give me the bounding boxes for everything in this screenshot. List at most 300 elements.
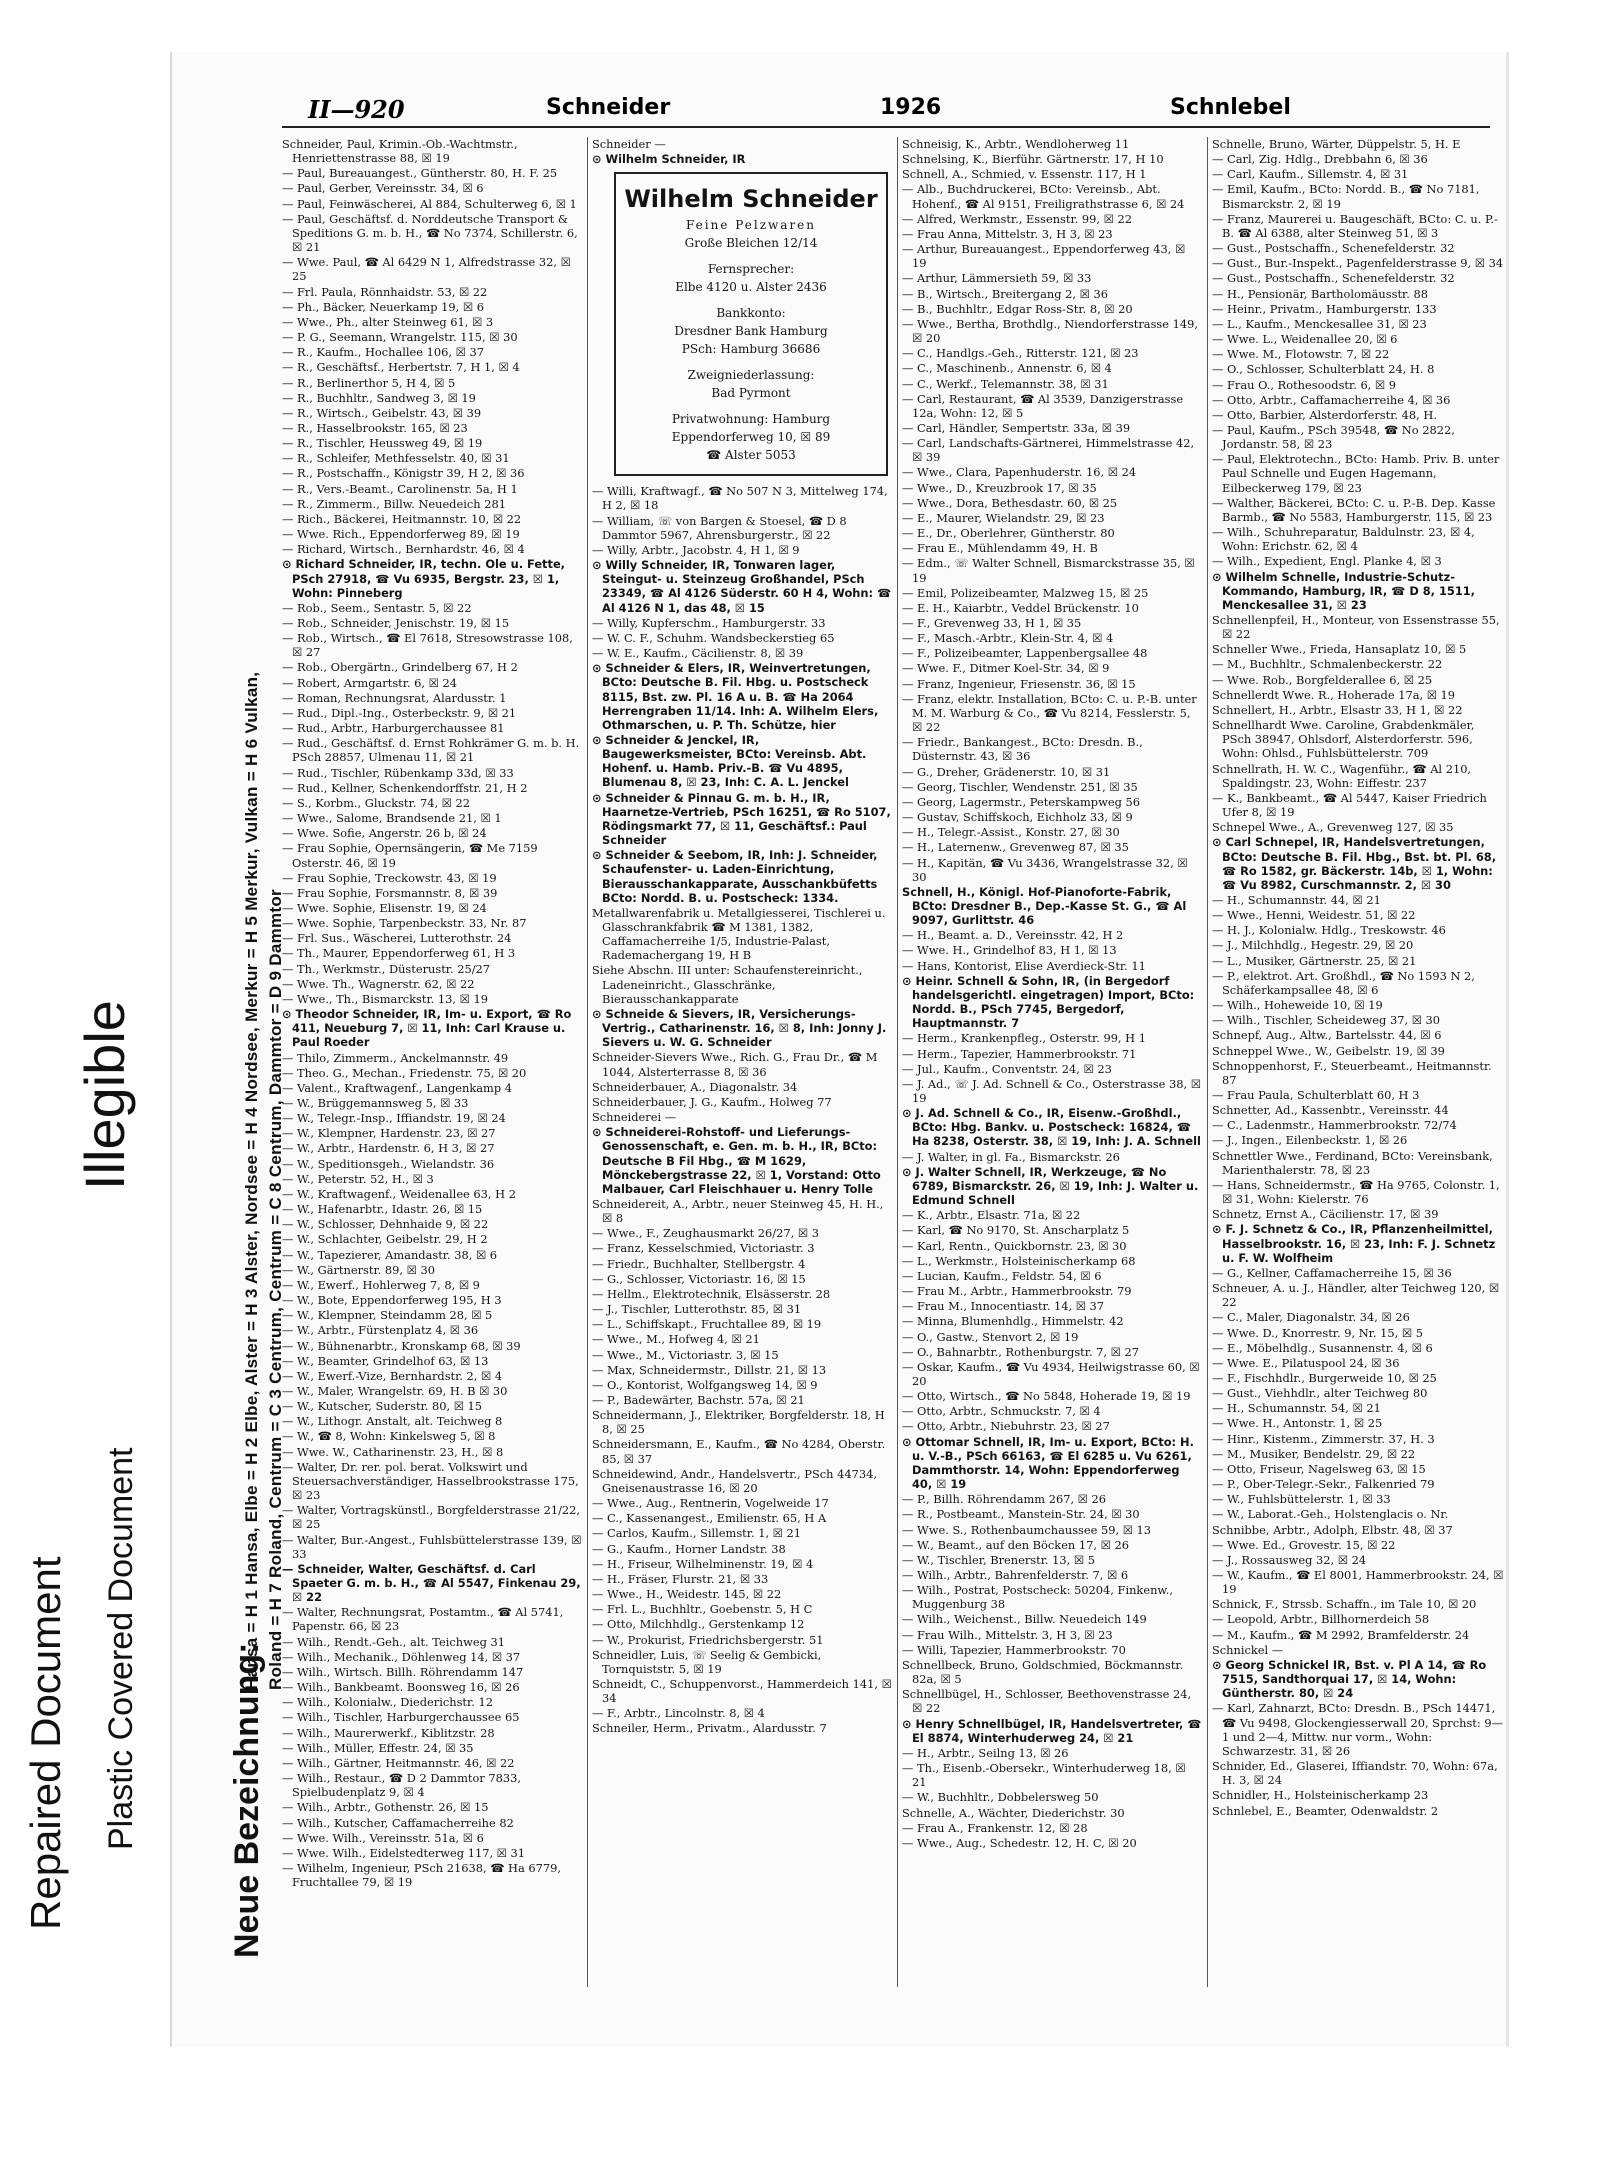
header-right-keyword: Schnlebel <box>1170 95 1291 120</box>
directory-entry: ⊙ Wilhelm Schnelle, Industrie-Schutz-Kommando, Hamburg, IR, ☎ D 8, 1511, Menckesallee 31, ☒ 23 <box>1212 569 1476 612</box>
directory-entry: — Otto, Wirtsch., ☎ No 5848, Hoherade 19, ☒ 19 <box>902 1389 1191 1404</box>
directory-entry: Schnellert, H., Arbtr., Elsastr 33, H 1, ☒ 22 <box>1212 702 1463 717</box>
directory-entry: Schneiler, Herm., Privatm., Alardusstr. 7 <box>592 1721 827 1736</box>
directory-entry: — W., Arbtr., Hardenstr. 6, H 3, ☒ 27 <box>282 1141 495 1156</box>
directory-entry: — Wilh., Kolonialw., Diederichstr. 12 <box>282 1695 493 1710</box>
directory-entry: Schnickel — <box>1212 1642 1284 1657</box>
directory-entry: — Paul, Geschäftsf. d. Norddeutsche Transport & Speditions G. m. b. H., ☎ No 7374, Schillerstr. 6, ☒ 21 <box>282 211 578 255</box>
directory-entry: — Wwe., Salome, Brandsende 21, ☒ 1 <box>282 811 502 826</box>
directory-entry: — Walther, Bäckerei, BCto: C. u. P.-B. Dep. Kasse Barmb., ☎ No 5583, Hamburgerstr. 115, ☒ 23 <box>1212 495 1496 524</box>
directory-entry: Schneller Wwe., Frieda, Hansaplatz 10, ☒ 5 <box>1212 642 1467 657</box>
directory-entry: — J., Tischler, Lutterothstr. 85, ☒ 31 <box>592 1302 802 1317</box>
directory-entry: — Paul, Bureauangest., Güntherstr. 80, H. F. 25 <box>282 166 558 181</box>
directory-entry: — H., Telegr.-Assist., Konstr. 27, ☒ 30 <box>902 825 1120 840</box>
directory-entry: Schneidersmann, E., Kaufm., ☎ No 4284, Oberstr. 85, ☒ 37 <box>592 1437 886 1466</box>
directory-entry: Schnepel Wwe., A., Grevenweg 127, ☒ 35 <box>1212 820 1454 835</box>
ad-home-label: Privatwohnung: Hamburg <box>671 412 831 427</box>
directory-entry: — O., Bahnarbtr., Rothenburgstr. 7, ☒ 27 <box>902 1344 1139 1359</box>
directory-entry: — Wwe., Bertha, Brothdlg., Niendorferstrasse 149, ☒ 20 <box>902 316 1199 346</box>
directory-entry: — W., Laborat.-Geh., Holstenglacis o. Nr. <box>1212 1507 1449 1522</box>
directory-entry: — Wilh., Mechanik., Döhlenweg 14, ☒ 37 <box>282 1649 521 1664</box>
ad-branch-label: Zweigniederlassung: <box>687 368 815 383</box>
directory-entry: — Franz, elektr. Installation, BCto: C. u. P.-B. unter M. M. Warburg & Co., ☎ Vu 8214, Fesslerstr. 5, ☒ 22 <box>902 691 1197 735</box>
directory-entry: — Frl. Sus., Wäscherei, Lutterothstr. 24 <box>282 931 512 946</box>
directory-entry: ⊙ Richard Schneider, IR, techn. Ole u. Fette, PSch 27918, ☎ Vu 6935, Bergstr. 23, ☒ 1, Wohn: Pinneberg <box>282 557 566 600</box>
directory-entry: ⊙ Willy Schneider, IR, Tonwaren lager, Steingut- u. Steinzeug Großhandel, PSch 23349, ☎ Al 4126 Süderstr. 60 H 4, Wohn: ☎ Al 4126 N 1, das 48, ☒ 15 <box>592 558 892 615</box>
directory-entry: — C., Maler, Diagonalstr. 34, ☒ 26 <box>1212 1310 1410 1325</box>
directory-entry: — H., Friseur, Wilhelminenstr. 19, ☒ 4 <box>592 1556 814 1571</box>
directory-entry: — Walter, Bur.-Angest., Fuhlsbüttelerstrasse 139, ☒ 33 <box>282 1532 582 1561</box>
directory-entry: — Emil, Kaufm., BCto: Nordd. B., ☎ No 7181, Bismarckstr. 2, ☒ 19 <box>1212 182 1480 211</box>
column-4 <box>1212 137 1505 1987</box>
directory-entry: — Rob., Seem., Sentastr. 5, ☒ 22 <box>282 600 472 615</box>
header-left-keyword: Schneider <box>546 95 671 120</box>
ad-subtitle: Feine Pelzwaren <box>685 218 817 233</box>
directory-entry: — Willi, Tapezier, Hammerbrookstr. 70 <box>902 1642 1126 1657</box>
directory-entry: — Theo. G., Mechan., Friedenstr. 75, ☒ 20 <box>282 1065 527 1080</box>
directory-entry: — Wilh., Arbtr., Bahrenfelderstr. 7, ☒ 6 <box>902 1568 1129 1582</box>
directory-entry: — W., Maler, Wrangelstr. 69, H. B ☒ 30 <box>282 1383 508 1398</box>
column-3 <box>902 137 1202 1987</box>
ad-branch: Bad Pyrmont <box>711 386 791 401</box>
directory-entry: — Carl, Zig. Hdlg., Drebbahn 6, ☒ 36 <box>1212 152 1428 167</box>
directory-entry: — C., Ladenmstr., Hammerbrookstr. 72/74 <box>1212 1118 1457 1133</box>
directory-entry: — R., Zimmerm., Billw. Neuedeich 281 <box>282 496 506 511</box>
directory-entry: — H., Arbtr., Seilng 13, ☒ 26 <box>902 1745 1069 1760</box>
directory-entry: — Emil, Polizeibeamter, Malzweg 15, ☒ 25 <box>902 585 1149 600</box>
directory-entry: — L., Musiker, Gärtnerstr. 25, ☒ 21 <box>1212 953 1417 968</box>
directory-entry: — Frau O., Rothesoodstr. 6, ☒ 9 <box>1212 377 1397 392</box>
directory-entry: — Rud., Kellner, Schenkendorffstr. 21, H 2 <box>282 780 528 795</box>
column-divider <box>587 137 588 1987</box>
directory-entry: — Roman, Rechnungsrat, Alardusstr. 1 <box>282 690 507 705</box>
directory-entry: ⊙ Carl Schnepel, IR, Handelsvertretungen, BCto: Deutsche B. Fil. Hbg., Bst. bt. Pl. 68, ☎ Ro 1582, gr. Bäckerstr. 14b, ☒ 1, Wohn: ☎ Vu 8982, Curschmannstr. 2, ☒ 30 <box>1212 835 1497 892</box>
directory-entry: — Wwe. Wilh., Eidelstedterweg 117, ☒ 31 <box>282 1845 526 1860</box>
directory-entry: Schneider, Paul, Krimin.-Ob.-Wachtmstr., Henriettenstrasse 88, ☒ 19 <box>282 137 518 166</box>
directory-entry: — Willi, Kraftwagf., ☎ No 507 N 3, Mittelweg 174, H 2, ☒ 18 <box>592 484 888 513</box>
directory-entry: — Wilhelm, Ingenieur, PSch 21638, ☎ Ha 6779, Fruchtallee 79, ☒ 19 <box>282 1860 561 1890</box>
directory-entry: — S., Korbm., Gluckstr. 74, ☒ 22 <box>282 795 471 810</box>
directory-entry: — Wwe. Rich., Eppendorferweg 89, ☒ 19 <box>282 527 520 542</box>
directory-entry: — P., Ober-Telegr.-Sekr., Falkenried 79 <box>1212 1477 1435 1492</box>
directory-entry: — W., Arbtr., Fürstenplatz 4, ☒ 36 <box>282 1323 479 1338</box>
directory-entry: — Wwe., Dora, Bethesdastr. 60, ☒ 25 <box>902 495 1118 510</box>
directory-entry: — Frl. Paula, Rönnhaidstr. 53, ☒ 22 <box>282 284 488 299</box>
directory-entry: Schnidler, H., Holsteinischerkamp 23 <box>1212 1788 1429 1803</box>
directory-entry: — Schneider, Walter, Geschäftsf. d. Carl Spaeter G. m. b. H., ☎ Al 5547, Finkenau 29, ☒ 22 <box>282 1561 581 1605</box>
directory-entry: — Wwe. Paul, ☎ Al 6429 N 1, Alfredstrasse 32, ☒ 25 <box>282 255 571 284</box>
directory-entry: — Walter, Dr. rer. pol. berat. Volkswirt und Steuersachverständiger, Hasselbrookstrasse 175, ☒ 23 <box>282 1459 579 1503</box>
directory-entry: — Frl. L., Buchhltr., Goebenstr. 5, H C <box>592 1602 813 1617</box>
header-year: 1926 <box>880 95 942 120</box>
directory-entry: Schnetter, Ad., Kassenbtr., Vereinsstr. 44 <box>1212 1103 1449 1118</box>
directory-entry: — Herm., Krankenpfleg., Osterstr. 99, H 1 <box>902 1031 1146 1046</box>
directory-entry: — William, ☏ von Bargen & Stoesel, ☎ D 8 Dammtor 5967, Ahrensburgerstr., ☒ 22 <box>592 513 847 542</box>
directory-entry: — Hellm., Elektrotechnik, Elsässerstr. 28 <box>592 1286 831 1301</box>
directory-entry: — O., Gastw., Stenvort 2, ☒ 19 <box>902 1329 1079 1344</box>
directory-entry: — B., Buchhltr., Edgar Ross-Str. 8, ☒ 20 <box>902 301 1133 316</box>
directory-entry: — R., Berlinerthor 5, H 4, ☒ 5 <box>282 375 456 390</box>
directory-entry: — K., Bankbeamt., ☎ Al 5447, Kaiser Friedrich Ufer 8, ☒ 19 <box>1212 790 1487 820</box>
directory-entry: Schneiderbauer, J. G., Kaufm., Holweg 77 <box>592 1094 832 1109</box>
directory-entry: ⊙ Schneider & Jenckel, IR, Baugewerksmeister, BCto: Vereinsb. Abt. Hohenf. u. Hamb. Priv.-B. ☎ Vu 4895, Blumenau 8, ☒ 23, Inh: C. A. L. Jenckel <box>592 732 867 790</box>
directory-entry: — H. J., Kolonialw. Hdlg., Treskowstr. 46 <box>1212 923 1446 938</box>
directory-entry: — Heinr., Privatm., Hamburgerstr. 133 <box>1212 301 1437 316</box>
directory-entry: Schnellbügel, H., Schlosser, Beethovenstrasse 24, ☒ 22 <box>902 1687 1192 1716</box>
directory-entry: — Rob., Schneider, Jenischstr. 19, ☒ 15 <box>282 616 510 630</box>
directory-entry: — F., Polizeibeamter, Lappenbergsallee 48 <box>902 646 1148 661</box>
directory-entry: — W., Ewerf., Hohlerweg 7, 8, ☒ 9 <box>282 1277 480 1292</box>
directory-entry: ⊙ J. Ad. Schnell & Co., IR, Eisenw.-Großhdl., BCto: Hbg. Bankv. u. Postscheck: 16824, ☎ Ha 8238, Osterstr. 38, ☒ 19, Inh: J. A. Schnell <box>902 1106 1201 1149</box>
directory-entry: — Lucian, Kaufm., Feldstr. 54, ☒ 6 <box>902 1268 1102 1283</box>
directory-entry: — E. H., Kaiarbtr., Veddel Brückenstr. 10 <box>902 600 1139 615</box>
directory-entry: — Wilh., Hoheweide 10, ☒ 19 <box>1212 998 1383 1013</box>
directory-entry: — W., Bote, Eppendorferweg 195, H 3 <box>282 1293 502 1308</box>
directory-entry: ⊙ Theodor Schneider, IR, Im- u. Export, ☎ Ro 411, Neueburg 7, ☒ 11, Inh: Carl Krause u. Paul Roeder <box>282 1007 572 1050</box>
exchange-codes-line-1: Hansa = H 1 Hansa, Elbe = H 2 Elbe, Alster = H 3 Alster, Nordsee = H 4 Nordsee, Merkur = H 5 Merkur, Vulkan = H 6 Vulkan, <box>242 671 261 1690</box>
directory-entry: — Th., Werkmstr., Düsterustr. 25/27 <box>282 961 491 976</box>
advertisement-box <box>614 172 888 476</box>
directory-entry: — R., Kaufm., Hochallee 106, ☒ 37 <box>282 345 484 360</box>
directory-entry: — Leopold, Arbtr., Billhornerdeich 58 <box>1212 1612 1430 1627</box>
directory-entry: — Gust., Postschaffn., Schenefelderstr. 32 <box>1212 241 1455 256</box>
directory-entry: — Wwe. H., Antonstr. 1, ☒ 25 <box>1212 1416 1383 1431</box>
directory-entry: — W. C. F., Schuhm. Wandsbeckerstieg 65 <box>592 630 835 645</box>
directory-entry: — C., Maschinenb., Annenstr. 6, ☒ 4 <box>902 361 1112 376</box>
plastic-covered-label: Plastic Covered Document <box>102 1447 140 1850</box>
directory-entry: — Wwe., D., Kreuzbrook 17, ☒ 35 <box>902 480 1097 495</box>
directory-entry: — W., Buchhltr., Dobbelersweg 50 <box>902 1790 1099 1805</box>
directory-entry: — Frau Wilh., Mittelstr. 3, H 3, ☒ 23 <box>902 1627 1113 1642</box>
directory-entry: ⊙ Ottomar Schnell, IR, Im- u. Export, BCto: H. u. V.-B., PSch 66163, ☎ El 6285 u. Vu 6261, Dammthorstr. 14, Wohn: Eppendorferweg 40, ☒ 19 <box>902 1434 1194 1492</box>
directory-entry: — Minna, Blumenhdlg., Himmelstr. 42 <box>902 1314 1124 1329</box>
directory-entry: Schneidler, Luis, ☏ Seelig & Gembicki, Tornquiststr. 5, ☒ 19 <box>592 1647 822 1676</box>
directory-entry: — Otto, Arbtr., Schmuckstr. 7, ☒ 4 <box>902 1404 1101 1419</box>
directory-entry: — W., Speditionsgeh., Wielandstr. 36 <box>282 1156 495 1171</box>
directory-entry: — J., Ingen., Eilenbeckstr. 1, ☒ 26 <box>1212 1133 1408 1148</box>
directory-entry: — W., Ewerf.-Vize, Bernhardstr. 2, ☒ 4 <box>282 1368 503 1383</box>
directory-entry: — Rob., Wirtsch., ☎ El 7618, Stresowstrasse 108, ☒ 27 <box>282 631 573 660</box>
directory-entry: — W. E., Kaufm., Cäcilienstr. 8, ☒ 39 <box>592 646 804 661</box>
directory-entry: — Alb., Buchdruckerei, BCto: Vereinsb., Abt. Hohenf., ☎ Al 9151, Freiligrathstrasse 6, ☒ 24 <box>902 182 1185 211</box>
directory-entry: — J., Rossausweg 32, ☒ 24 <box>1212 1552 1367 1567</box>
directory-entry: — Karl, ☎ No 9170, St. Anscharplatz 5 <box>902 1223 1130 1238</box>
ad-phone: Elbe 4120 u. Alster 2436 <box>675 280 827 295</box>
ad-phone-label: Fernsprecher: <box>707 262 795 277</box>
directory-entry: Schnlebel, E., Beamter, Odenwaldstr. 2 <box>1212 1803 1439 1818</box>
directory-entry: — Wilh., Expedient, Engl. Planke 4, ☒ 3 <box>1212 554 1442 569</box>
directory-entry: — Herm., Tapezier, Hammerbrookstr. 71 <box>902 1046 1137 1061</box>
directory-entry: — R., Schleifer, Methfesselstr. 40, ☒ 31 <box>282 451 510 466</box>
directory-entry: — Wilh., Arbtr., Gothenstr. 26, ☒ 15 <box>282 1800 489 1815</box>
directory-entry: — Otto, Friseur, Nagelsweg 63, ☒ 15 <box>1212 1461 1426 1476</box>
directory-entry: — Rob., Obergärtn., Grindelberg 67, H 2 <box>282 660 518 675</box>
directory-entry: — Otto, Milchhdlg., Gerstenkamp 12 <box>592 1617 805 1632</box>
column-1 <box>282 137 582 1987</box>
directory-entry: Schnellerdt Wwe. R., Hoherade 17a, ☒ 19 <box>1212 687 1456 702</box>
directory-entry: — W., Kutscher, Suderstr. 80, ☒ 15 <box>282 1399 483 1414</box>
directory-entry: — P., Badewärter, Bachstr. 57a, ☒ 21 <box>592 1393 805 1407</box>
directory-entry: — Wwe. Th., Wagnerstr. 62, ☒ 22 <box>282 976 475 991</box>
directory-entry: — Rud., Arbtr., Harburgerchaussee 81 <box>282 721 505 736</box>
directory-entry: — W., Telegr.-Insp., Iffiandstr. 19, ☒ 24 <box>282 1111 506 1126</box>
directory-entry: Schnellrath, H. W. C., Wagenführ., ☎ Al 210, Spaldingstr. 23, Wohn: Eiffestr. 237 <box>1212 761 1472 790</box>
ad-home-phone: ☎ Alster 5053 <box>706 448 796 463</box>
directory-entry: — G., Dreher, Grädenerstr. 10, ☒ 31 <box>902 764 1111 779</box>
directory-entry: — Frau Paula, Schulterblatt 60, H 3 <box>1212 1088 1420 1102</box>
directory-entry: — Max, Schneidermstr., Dillstr. 21, ☒ 13 <box>592 1362 827 1377</box>
directory-entry: — Wilh., Postrat, Postscheck: 50204, Finkenw., Muggenburg 38 <box>902 1583 1174 1612</box>
directory-entry: Schneisig, K., Arbtr., Wendloherweg 11 <box>902 137 1130 151</box>
directory-entry: — Wwe. L., Weidenallee 20, ☒ 6 <box>1212 332 1398 347</box>
directory-entry: — Richard, Wirtsch., Bernhardstr. 46, ☒ 4 <box>282 542 525 557</box>
directory-entry: — W., Brüggemannsweg 5, ☒ 33 <box>282 1096 469 1110</box>
directory-entry: — Paul, Elektrotechn., BCto: Hamb. Priv. B. unter Paul Schnelle und Eugen Hagemann, Eilbeckerweg 179, ☒ 23 <box>1212 452 1500 495</box>
directory-entry: Schnepf, Aug., Altw., Bartelsstr. 44, ☒ 6 <box>1212 1028 1442 1043</box>
directory-entry: — Otto, Arbtr., Caffamacherreihe 4, ☒ 36 <box>1212 392 1451 407</box>
directory-entry: — Robert, Armgartstr. 6, ☒ 24 <box>282 675 457 690</box>
directory-entry: — F., Masch.-Arbtr., Klein-Str. 4, ☒ 4 <box>902 631 1114 646</box>
directory-entry: — Gust., Bur.-Inspekt., Pagenfelderstrasse 9, ☒ 34 <box>1212 256 1504 271</box>
directory-entry: — Wilh., Müller, Effestr. 24, ☒ 35 <box>282 1740 474 1755</box>
directory-entry: ⊙ Georg Schnickel IR, Bst. v. Pl A 14, ☎ Ro 7515, Sandthorquai 17, ☒ 14, Wohn: Güntherstr. 80, ☒ 24 <box>1212 1657 1487 1701</box>
directory-entry: — Arthur, Bureauangest., Eppendorferweg 43, ☒ 19 <box>902 242 1186 271</box>
directory-entry: — R., Buchhltr., Sandweg 3, ☒ 19 <box>282 390 476 405</box>
directory-entry: — Wwe., M., Victoriastr. 3, ☒ 15 <box>592 1347 779 1362</box>
directory-entry: — Wwe. F., Ditmer Koel-Str. 34, ☒ 9 <box>902 661 1110 676</box>
directory-entry: — Willy, Kupferschm., Hamburgerstr. 33 <box>592 615 826 630</box>
directory-entry: ⊙ Heinr. Schnell & Sohn, IR, (in Bergedorf handelsgerichtl. eingetragen) Import, BCto: Nordd. B., PSch 7745, Bergedorf, Hauptmannstr. 7 <box>902 973 1195 1031</box>
directory-entry: — Wwe. Sofie, Angerstr. 26 b, ☒ 24 <box>282 826 487 841</box>
directory-entry: — Wwe. Rob., Borgfelderallee 6, ☒ 25 <box>1212 672 1433 687</box>
directory-entry: — J. Ad., ☏ J. Ad. Schnell & Co., Osterstrasse 38, ☒ 19 <box>902 1076 1201 1105</box>
directory-entry: — Wilh., Rendt.-Geh., alt. Teichweg 31 <box>282 1634 505 1649</box>
directory-entry: — F., Fischhdlr., Burgerweide 10, ☒ 25 <box>1212 1370 1437 1385</box>
directory-entry: — H., Schumannstr. 44, ☒ 21 <box>1212 892 1381 907</box>
directory-entry: — P. G., Seemann, Wrangelstr. 115, ☒ 30 <box>282 330 518 345</box>
directory-entry: — W., Fuhlsbüttelerstr. 1, ☒ 33 <box>1212 1492 1391 1507</box>
directory-entry: — Wwe. Wilh., Vereinsstr. 51a, ☒ 6 <box>282 1830 484 1845</box>
directory-entry: — J. Walter, in gl. Fa., Bismarckstr. 26 <box>902 1149 1120 1164</box>
directory-entry: — Carl, Restaurant, ☎ Al 3539, Danzigerstrasse 12a, Wohn: 12, ☒ 5 <box>902 391 1184 420</box>
directory-entry: Schneider — <box>592 137 666 151</box>
directory-entry: Schnibbe, Arbtr., Adolph, Elbstr. 48, ☒ 37 <box>1212 1522 1453 1537</box>
directory-entry: — J., Milchhdlg., Hegestr. 29, ☒ 20 <box>1212 938 1414 953</box>
directory-entry: — W., Hafenarbtr., Idastr. 26, ☒ 15 <box>282 1202 483 1217</box>
directory-entry: — E., Möbelhdlg., Susannenstr. 4, ☒ 6 <box>1212 1340 1433 1355</box>
directory-entry: — W., Bühnenarbtr., Kronskamp 68, ☒ 39 <box>282 1338 521 1353</box>
directory-entry: — Thilo, Zimmerm., Anckelmannstr. 49 <box>282 1050 509 1065</box>
directory-entry: — W., Beamter, Grindelhof 63, ☒ 13 <box>282 1353 489 1368</box>
directory-entry: — M., Buchhltr., Schmalenbeckerstr. 22 <box>1212 657 1443 672</box>
directory-entry: — Wilh., Tischler, Scheideweg 37, ☒ 30 <box>1212 1013 1441 1028</box>
directory-entry: — Valent., Kraftwagenf., Langenkamp 4 <box>282 1080 512 1095</box>
directory-entry: Schnoppenhorst, F., Steuerbeamt., Heitmannstr. 87 <box>1212 1058 1492 1087</box>
directory-entry: — Rud., Dipl.-Ing., Osterbeckstr. 9, ☒ 21 <box>282 705 517 720</box>
directory-entry: Schnelsing, K., Bierführ. Gärtnerstr. 17, H 10 <box>902 152 1164 167</box>
directory-entry: — Frau M., Arbtr., Hammerbrookstr. 79 <box>902 1284 1132 1299</box>
directory-entry: — Wwe. W., Catharinenstr. 23, H., ☒ 8 <box>282 1444 504 1459</box>
directory-entry: — Wilh., Tischler, Harburgerchaussee 65 <box>282 1710 520 1725</box>
directory-entry: — Wilh., Maurerwerkf., Kiblitzstr. 28 <box>282 1725 495 1740</box>
repaired-document-label: Repaired Document <box>22 1556 69 1930</box>
directory-entry: — Walter, Rechnungsrat, Postamtm., ☎ Al 5741, Papenstr. 66, ☒ 23 <box>282 1605 564 1634</box>
directory-entry: — Franz, Kesselschmied, Victoriastr. 3 <box>592 1241 815 1256</box>
directory-entry: — C., Werkf., Telemannstr. 38, ☒ 31 <box>902 376 1109 391</box>
directory-entry: — Th., Maurer, Eppendorferweg 61, H 3 <box>282 946 516 961</box>
directory-entry: Schnettler Wwe., Ferdinand, BCto: Vereinsbank, Marienthalerstr. 78, ☒ 23 <box>1212 1148 1493 1177</box>
directory-entry: — Frau M., Innocentiastr. 14, ☒ 37 <box>902 1299 1105 1314</box>
directory-entry: ⊙ Schneider & Seebom, IR, Inh: J. Schneider, Schaufenster- u. Laden-Einrichtung, Bierausschankapparate, Ausschankbüfetts BCto: Nordd. B. u. Postscheck: 1334. <box>592 848 878 905</box>
directory-entry: — Paul, Feinwäscherei, Al 884, Schulterweg 6, ☒ 1 <box>282 196 577 211</box>
directory-entry: — L., Kaufm., Menckesallee 31, ☒ 23 <box>1212 316 1427 331</box>
directory-entry: — W., Schlachter, Geibelstr. 29, H 2 <box>282 1232 488 1247</box>
directory-entry: — H., Schumannstr. 54, ☒ 21 <box>1212 1401 1381 1416</box>
directory-entry: — Carl, Landschafts-Gärtnerei, Himmelstrasse 42, ☒ 39 <box>902 436 1195 465</box>
directory-entry: — H., Laternenw., Grevenweg 87, ☒ 35 <box>902 840 1129 855</box>
page-header <box>308 95 1508 125</box>
neue-bezeichnung-label: Neue Bezeichnung: <box>228 1642 266 1958</box>
directory-entry: Schneiderbauer, A., Diagonalstr. 34 <box>592 1079 798 1094</box>
directory-entry: — Franz, Maurerei u. Baugeschäft, BCto: C. u. P.-B. ☎ Al 6388, alter Steinweg 51, ☒ 3 <box>1212 211 1498 240</box>
directory-entry: — F., Grevenweg 33, H 1, ☒ 35 <box>902 616 1082 630</box>
directory-entry: — Willy, Arbtr., Jacobstr. 4, H 1, ☒ 9 <box>592 542 800 557</box>
directory-entry: — Rud., Tischler, Rübenkamp 33d, ☒ 33 <box>282 765 514 780</box>
directory-entry: — Rud., Geschäftsf. d. Ernst Rohkrämer G. m. b. H. PSch 28857, Ulmenau 11, ☒ 21 <box>282 736 580 765</box>
directory-entry: — Edm., ☏ Walter Schnell, Bismarckstrasse 35, ☒ 19 <box>902 556 1195 585</box>
directory-entry: — Wwe., Aug., Schedestr. 12, H. C, ☒ 20 <box>902 1835 1137 1850</box>
directory-entry: — W., Prokurist, Friedrichsbergerstr. 51 <box>592 1632 824 1647</box>
directory-entry: — Carl, Händler, Sempertstr. 33a, ☒ 39 <box>902 420 1131 435</box>
ad-bank: Dresdner Bank Hamburg <box>674 324 828 339</box>
directory-entry: — W., Tischler, Brenerstr. 13, ☒ 5 <box>902 1552 1095 1567</box>
directory-entry: — R., Postbeamt., Manstein-Str. 24, ☒ 30 <box>902 1507 1140 1522</box>
directory-entry: — Wwe., F., Zeughausmarkt 26/27, ☒ 3 <box>592 1226 819 1241</box>
directory-entry: — W., Kraftwagenf., Weidenallee 63, H 2 <box>282 1186 516 1201</box>
directory-entry: — R., Postschaffn., Königstr 39, H 2, ☒ 36 <box>282 466 525 481</box>
directory-entry: — Carl, Kaufm., Sillemstr. 4, ☒ 31 <box>1212 167 1409 182</box>
directory-entry: — Paul, Kaufm., PSch 39548, ☎ No 2822, Jordanstr. 58, ☒ 23 <box>1212 422 1455 452</box>
directory-entry: — Wwe., Henni, Weidestr. 51, ☒ 22 <box>1212 908 1416 923</box>
directory-entry: ⊙ Schneiderei-Rohstoff- und Lieferungs-Genossenschaft, e. Gen. m. b. H., IR, BCto: Deutsche B Fil Hbg., ☎ M 1629, Mönckebergstrasse 22, ☒ 1, Vorstand: Otto Malbauer, Carl Fleischhauer u. Henry Tolle <box>592 1125 881 1196</box>
directory-entry: ⊙ J. Walter Schnell, IR, Werkzeuge, ☎ No 6789, Bismarckstr. 26, ☒ 19, Inh: J. Walter u. Edmund Schnell <box>902 1164 1199 1208</box>
column-divider <box>897 137 898 1987</box>
directory-entry: — Franz, Ingenieur, Friesenstr. 36, ☒ 15 <box>902 676 1136 691</box>
directory-entry: — H., Pensionär, Bartholomäusstr. 88 <box>1212 286 1428 301</box>
directory-entry: — Walter, Vortragskünstl., Borgfelderstrasse 21/22, ☒ 25 <box>282 1503 581 1532</box>
directory-entry: ⊙ Schneider & Elers, IR, Weinvertretungen, BCto: Deutsche B. Fil. Hbg. u. Postscheck 8115, Bst. zw. Pl. 16 A u. B. ☎ Ha 2064 Herrengraben 11/14. Inh: A. Wilhelm Elers, Othmarschen, u. P. Th. Schütze, hier <box>592 661 879 732</box>
directory-entry: — Hans, Kontorist, Elise Averdieck-Str. 11 <box>902 958 1146 973</box>
directory-entry: — Gust., Postschaffn., Schenefelderstr. 32 <box>1212 271 1455 286</box>
directory-entry: Schneppel Wwe., W., Geibelstr. 19, ☒ 39 <box>1212 1043 1445 1058</box>
directory-entry: — W., Tapezierer, Amandastr. 38, ☒ 6 <box>282 1247 498 1262</box>
directory-entry: — W., Schlosser, Dehnhaide 9, ☒ 22 <box>282 1217 489 1232</box>
directory-entry: — Karl, Rentn., Quickbornstr. 23, ☒ 30 <box>902 1238 1127 1253</box>
directory-entry: — Otto, Arbtr., Niebuhrstr. 23, ☒ 27 <box>902 1419 1110 1434</box>
directory-entry: Schnell, H., Königl. Hof-Pianoforte-Fabrik, BCto: Dresdner B., Dep.-Kasse St. G., ☎ Al 9097, Gurlittstr. 46 <box>902 884 1187 928</box>
directory-entry: — Wwe., Clara, Papenhuderstr. 16, ☒ 24 <box>902 465 1137 480</box>
directory-entry: Siehe Abschn. III unter: Schaufenstereinricht., Ladeneinricht., Glasschränke, Bierausschankapparate <box>592 963 863 1006</box>
directory-entry: — Hans, Schneidermstr., ☎ Ha 9765, Colonstr. 1, ☒ 31, Wohn: Kielerstr. 76 <box>1212 1177 1500 1207</box>
directory-entry: ⊙ Henry Schnellbügel, IR, Handelsvertreter, ☎ El 8874, Winterhuderweg 24, ☒ 21 <box>902 1716 1202 1745</box>
directory-entry: — W., Lithogr. Anstalt, alt. Teichweg 8 <box>282 1414 503 1429</box>
directory-entry: — R., Hasselbrookstr. 165, ☒ 23 <box>282 420 468 435</box>
directory-entry: — F., Arbtr., Lincolnstr. 8, ☒ 4 <box>592 1706 765 1721</box>
ad-address: Große Bleichen 12/14 <box>684 236 818 251</box>
ad-title: Wilhelm Schneider <box>624 185 878 214</box>
directory-entry: — W., Kaufm., ☎ El 8001, Hammerbrookstr. 24, ☒ 19 <box>1212 1568 1504 1597</box>
directory-entry: Schnelle, A., Wächter, Diederichstr. 30 <box>902 1805 1125 1820</box>
directory-entry: — Wwe., Th., Bismarckstr. 13, ☒ 19 <box>282 991 488 1006</box>
directory-entry: — Ph., Bäcker, Neuerkamp 19, ☒ 6 <box>282 299 484 314</box>
directory-entry: — Wilh., Kutscher, Caffamacherreihe 82 <box>282 1815 514 1830</box>
directory-entry: — Friedr., Bankangest., BCto: Dresdn. B., Düsternstr. 43, ☒ 36 <box>902 735 1143 764</box>
directory-entry: — Gust., Viehhdlr., alter Teichweg 80 <box>1212 1386 1428 1401</box>
directory-entry: — Wwe. Ed., Grovestr. 15, ☒ 22 <box>1212 1537 1396 1552</box>
directory-entry: Schneidermann, J., Elektriker, Borgfelderstr. 18, H 8, ☒ 25 <box>592 1408 885 1437</box>
directory-entry: — Frau Sophie, Treckowstr. 43, ☒ 19 <box>282 870 497 885</box>
directory-entry: ⊙ Schneide & Sievers, IR, Versicherungs-Vertrig., Catharinenstr. 16, ☒ 8, Inh: Jonny J. Sievers u. W. G. Schneider <box>592 1006 887 1050</box>
directory-entry: Schnellhardt Wwe. Caroline, Grabdenkmäler, PSch 38947, Ohlsdorf, Alsterdorferstr. 596, Wohn: Ohlsd., Fuhlsbüttelerstr. 709 <box>1212 718 1475 761</box>
illegible-label: Illegible <box>73 1000 136 1190</box>
directory-entry: — Wwe. M., Flotowstr. 7, ☒ 22 <box>1212 347 1390 362</box>
directory-entry: — G., Kellner, Caffamacherreihe 15, ☒ 36 <box>1212 1265 1452 1280</box>
directory-entry: — C., Handlgs.-Geh., Ritterstr. 121, ☒ 23 <box>902 346 1139 361</box>
directory-entry: — Frau Sophie, Opernsängerin, ☎ Me 7159 Osterstr. 46, ☒ 19 <box>282 841 538 870</box>
directory-entry: Schnellenpfeil, H., Monteur, von Essenstrasse 55, ☒ 22 <box>1212 613 1500 642</box>
directory-entry: — H., Fräser, Flurstr. 21, ☒ 33 <box>592 1571 769 1586</box>
directory-entry: — Wwe. D., Knorrestr. 9, Nr. 15, ☒ 5 <box>1212 1325 1423 1340</box>
directory-entry: ⊙ Schneider & Pinnau G. m. b. H., IR, Haarnetze-Vertrieb, PSch 16251, ☎ Ro 5107, Rödingsmarkt 77, ☒ 11, Geschäftsf.: Paul Schneider <box>592 790 891 848</box>
header-rule <box>282 126 1490 128</box>
directory-entry: — Wwe., Aug., Rentnerin, Vogelweide 17 <box>592 1496 829 1511</box>
directory-entry: — R., Wirtsch., Geibelstr. 43, ☒ 39 <box>282 405 482 420</box>
directory-entry: — Wwe. S., Rothenbaumchaussee 59, ☒ 13 <box>902 1522 1152 1537</box>
directory-entry: — E., Maurer, Wielandstr. 29, ☒ 23 <box>902 510 1105 525</box>
directory-entry: — W., ☎ 8, Wohn: Kinkelsweg 5, ☒ 8 <box>282 1429 496 1444</box>
directory-entry: — G., Kaufm., Horner Landstr. 38 <box>592 1541 786 1556</box>
directory-entry: — M., Kaufm., ☎ M 2992, Bramfelderstr. 24 <box>1212 1627 1470 1642</box>
directory-entry: Schneiderei — <box>592 1110 677 1125</box>
directory-entry: — W., Klempner, Steindamm 28, ☒ 5 <box>282 1308 493 1323</box>
directory-entry: — O., Kontorist, Wolfgangsweg 14, ☒ 9 <box>592 1377 818 1392</box>
directory-entry: — Friedr., Buchhalter, Stellbergstr. 4 <box>592 1256 806 1271</box>
directory-entry: — Wwe. Sophie, Elisenstr. 19, ☒ 24 <box>282 900 487 915</box>
directory-entry: — B., Wirtsch., Breitergang 2, ☒ 36 <box>902 286 1108 301</box>
directory-entry: — R., Vers.-Beamt., Carolinenstr. 5a, H 1 <box>282 481 518 496</box>
directory-entry: — P., elektrot. Art. Großhdl., ☎ No 1593 N 2, Schäferkampsallee 48, ☒ 6 <box>1212 968 1475 997</box>
directory-entry: — Wwe. H., Grindelhof 83, H 1, ☒ 13 <box>902 943 1117 958</box>
directory-entry: — P., Billh. Röhrendamm 267, ☒ 26 <box>902 1492 1107 1507</box>
directory-entry: — Wilh., Wirtsch. Billh. Röhrendamm 147 <box>282 1664 524 1679</box>
directory-entry: — Wwe. Sophie, Tarpenbeckstr. 33, Nr. 87 <box>282 916 527 931</box>
directory-entry: — Frau Sophie, Forsmannstr. 8, ☒ 39 <box>282 885 498 900</box>
directory-entry: — L., Werkmstr., Holsteinischerkamp 68 <box>902 1253 1136 1268</box>
directory-entry: — Arthur, Lämmersieth 59, ☒ 33 <box>902 271 1092 286</box>
directory-entry: — Hinr., Kistenm., Zimmerstr. 37, H. 3 <box>1212 1431 1435 1446</box>
directory-entry: Metallwarenfabrik u. Metallgiesserei, Tischlerei u. Glasschrankfabrik ☎ M 1381, 1382, Caffamacherreihe 1/5, Industrie-Palast, Rademachergang 19, H B <box>592 905 886 963</box>
directory-entry: Schneidewind, Andr., Handelsvertr., PSch 44734, Gneisenaustrasse 16, ☒ 20 <box>592 1466 877 1495</box>
directory-entry: — C., Kassenangest., Emilienstr. 65, H A <box>592 1511 827 1526</box>
directory-entry: — Wilh., Schuhreparatur, Baldulnstr. 23, ☒ 4, Wohn: Erichstr. 62, ☒ 4 <box>1212 525 1475 554</box>
directory-entry: — Wwe., M., Hofweg 4, ☒ 21 <box>592 1332 760 1347</box>
exchange-codes-line-2: Roland = H 7 Roland, Centrum = C 3 Centrum, Centrum = C 8 Centrum, Dammtor = D 9 Dammtor <box>266 889 285 1690</box>
directory-entry: — Frau A., Frankenstr. 12, ☒ 28 <box>902 1820 1088 1835</box>
directory-entry: Schneidereit, A., Arbtr., neuer Steinweg 45, H. H., ☒ 8 <box>592 1196 884 1226</box>
directory-entry: — W., Klempner, Hardenstr. 23, ☒ 27 <box>282 1126 496 1141</box>
directory-entry: — M., Musiker, Bendelstr. 29, ☒ 22 <box>1212 1446 1416 1461</box>
directory-entry: — Wwe. E., Pilatuspool 24, ☒ 36 <box>1212 1355 1400 1370</box>
